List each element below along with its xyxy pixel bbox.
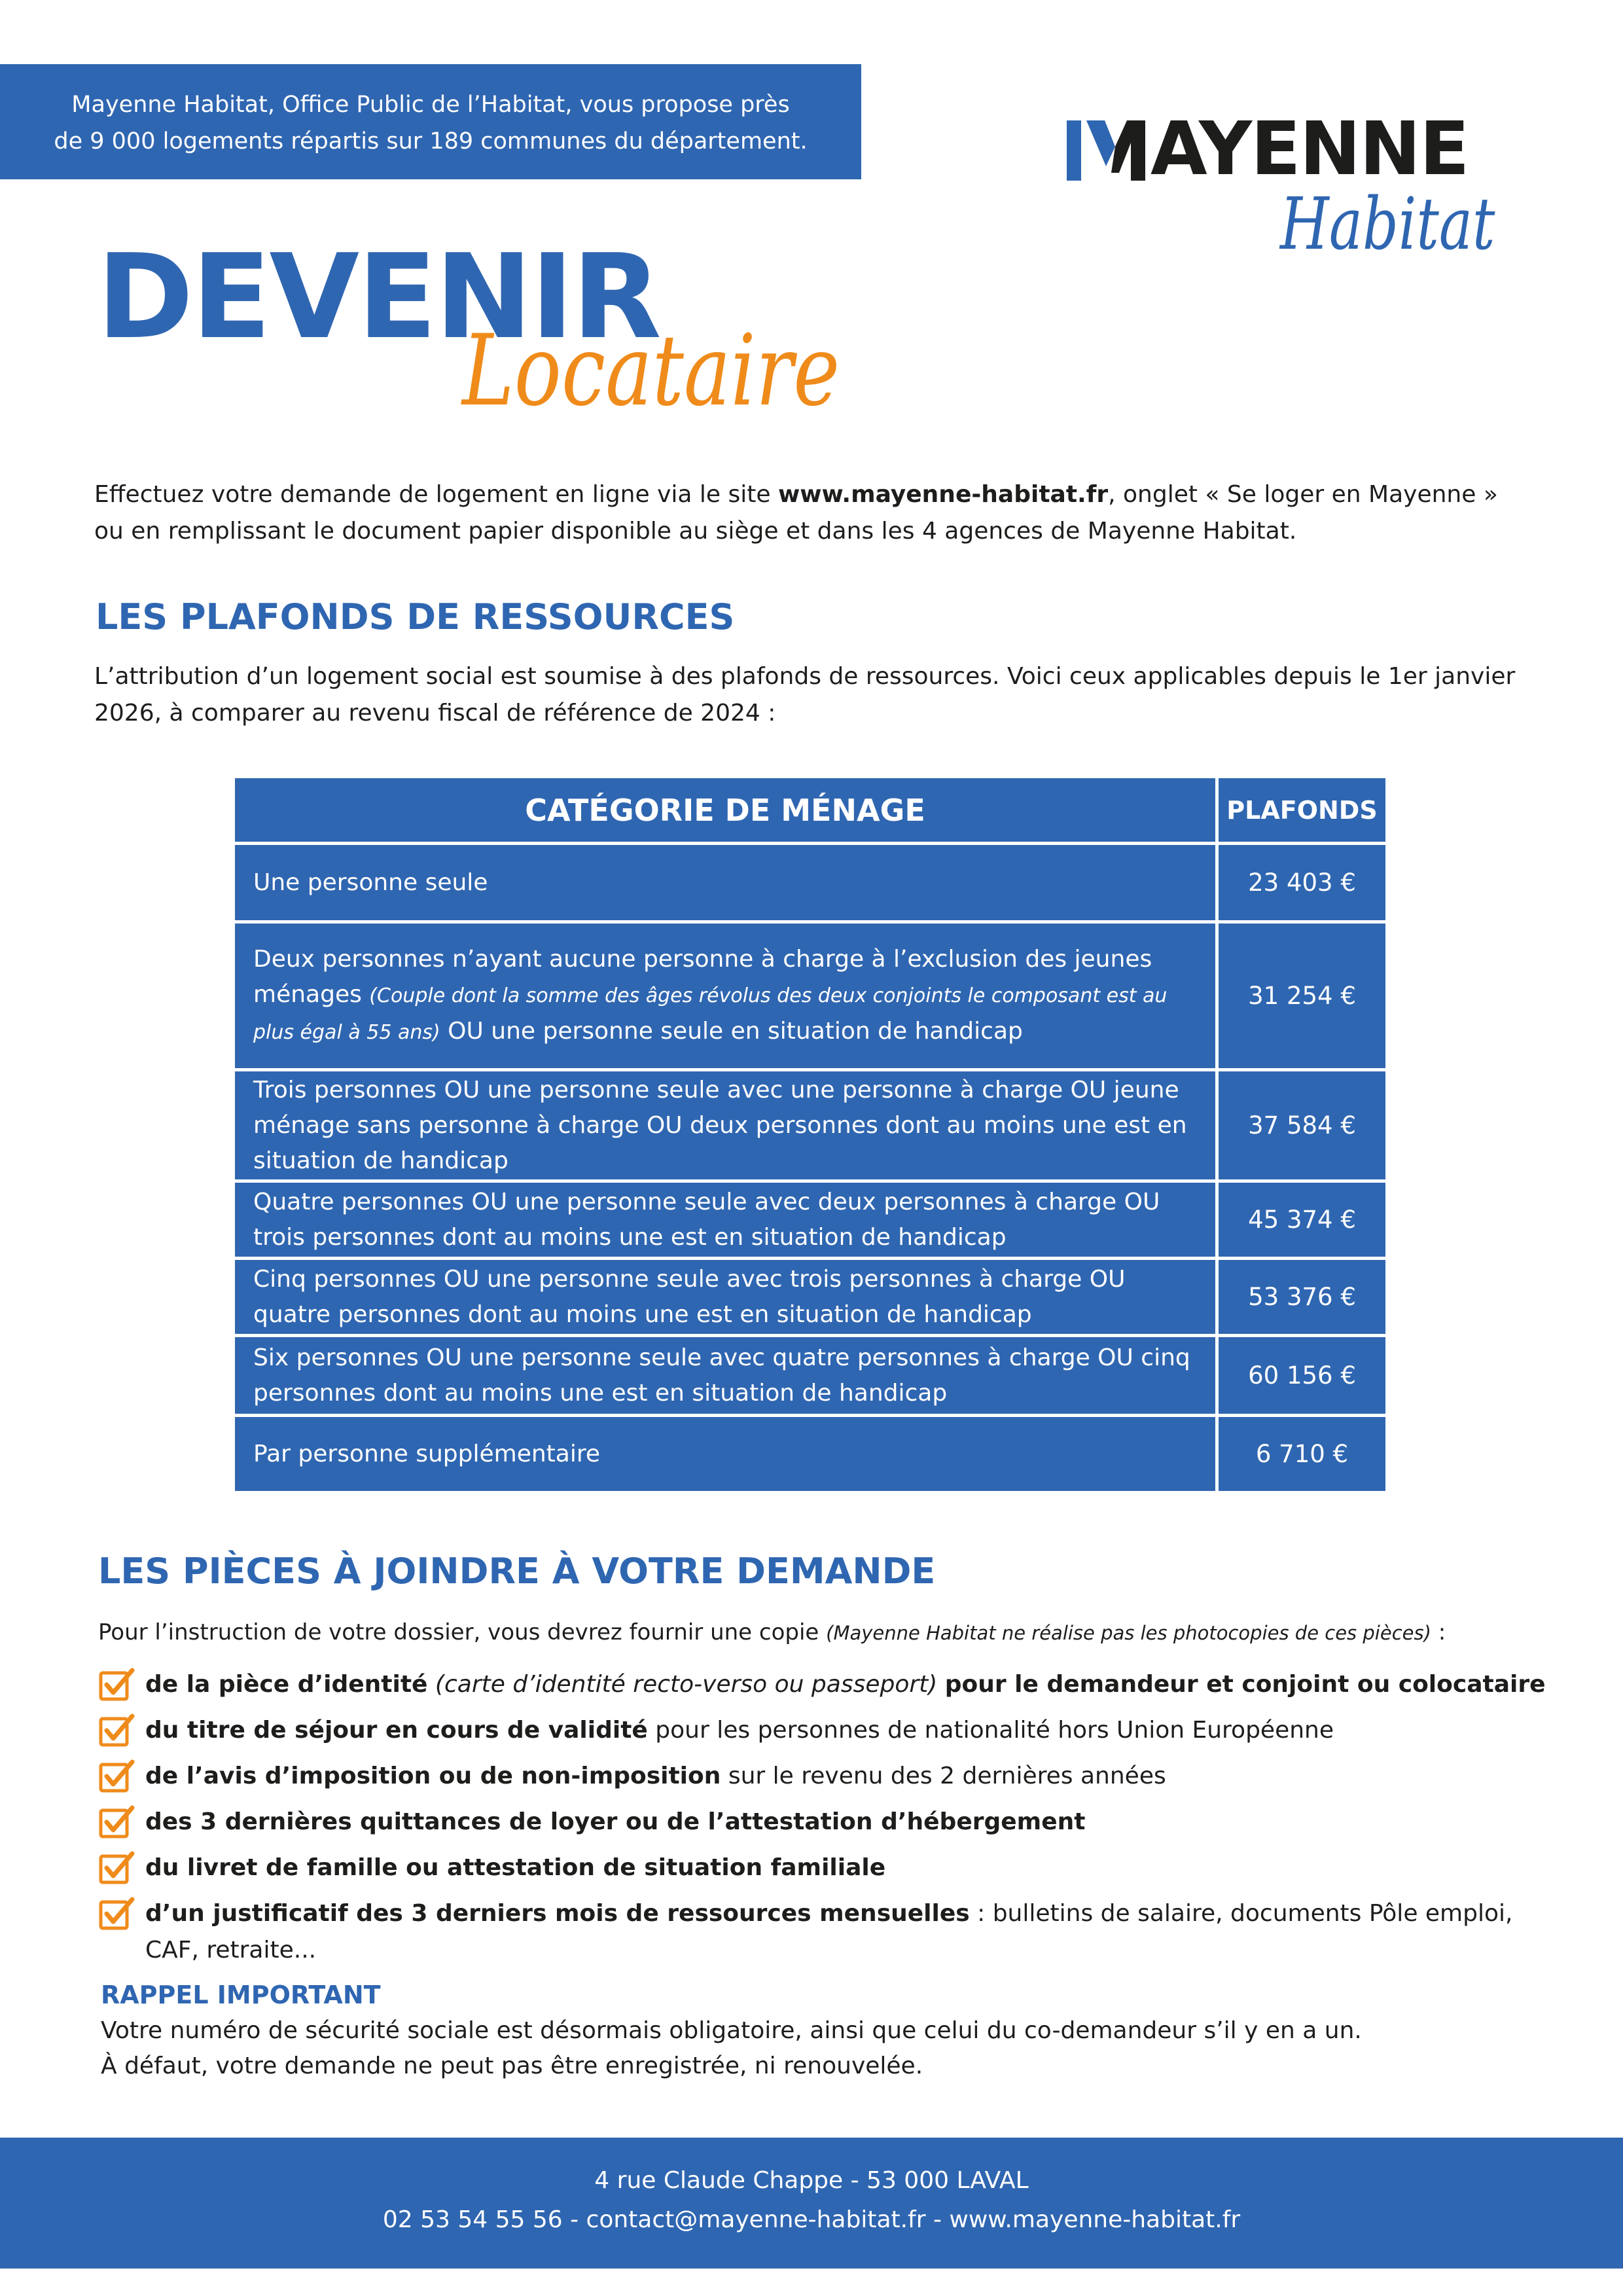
logo-m-icon xyxy=(1067,120,1145,181)
title-locataire: Locataire xyxy=(462,314,840,428)
list-item xyxy=(98,1850,1558,1895)
row-category: Cinq personnes OU une personne seule avec trois personnes à charge OU quatre personnes dont au moins une est en situation de handicap xyxy=(234,1259,1217,1336)
row-category: Quatre personnes OU une personne seule avec deux personnes à charge OU trois personnes dont au moins une est en situation de handicap xyxy=(234,1181,1217,1259)
item-bold-2: pour le demandeur et conjoint ou colocataire xyxy=(944,1671,1546,1698)
footer-address: 4 rue Claude Chappe - 53 000 LAVAL xyxy=(594,2167,1029,2194)
column-header-plafonds: PLAFONDS xyxy=(1217,777,1387,844)
logo-habitat-text: Habitat xyxy=(1280,182,1495,266)
check-square-icon xyxy=(98,1758,135,1795)
item-rest: pour les personnes de nationalité hors Union Européenne xyxy=(647,1717,1334,1744)
row-value: 45 374 € xyxy=(1217,1181,1387,1259)
pieces-intro-note: (Mayenne Habitat ne réalise pas les photocopies de ces pièces) xyxy=(826,1622,1431,1644)
intro-paragraph xyxy=(94,476,1534,550)
table-row xyxy=(234,1336,1387,1416)
row-value: 6 710 € xyxy=(1217,1416,1387,1493)
check-square-icon xyxy=(98,1895,135,1932)
rappel-title: RAPPEL IMPORTANT xyxy=(101,1981,381,2009)
intro-text-2: , onglet « Se loger en Mayenne » ou en remplissant le document papier disponible au siège et dans les 4 agences de Mayenne Habitat. xyxy=(94,481,1498,545)
row-value: 60 156 € xyxy=(1217,1336,1387,1416)
pieces-intro-end: : xyxy=(1431,1619,1446,1645)
band-line-1: Mayenne Habitat, Office Public de l’Habitat, vous propose près xyxy=(71,92,790,118)
check-square-icon xyxy=(98,1850,135,1886)
check-square-icon xyxy=(98,1712,135,1749)
title-devenir: DEVENIR xyxy=(97,229,660,365)
table-row xyxy=(234,1259,1387,1336)
item-italic: (carte d’identité recto-verso ou passeport) xyxy=(427,1671,945,1698)
logo-word-text: AYENNE xyxy=(1150,107,1469,192)
row-value: 31 254 € xyxy=(1217,922,1387,1070)
intro-text-1: Effectuez votre demande de logement en ligne via le site xyxy=(94,481,778,508)
list-item xyxy=(98,1712,1558,1758)
table-row xyxy=(234,1416,1387,1493)
row-category: Une personne seule xyxy=(234,844,1217,922)
item-rest: sur le revenu des 2 dernières années xyxy=(721,1763,1166,1789)
footer-contact[interactable]: 02 53 54 55 56 - contact@mayenne-habitat.fr - www.mayenne-habitat.fr xyxy=(382,2206,1241,2233)
pieces-list xyxy=(98,1666,1558,1964)
rappel-line-1: Votre numéro de sécurité sociale est désormais obligatoire, ainsi que celui du co-demandeur s’il y en a un. xyxy=(101,2017,1362,2044)
heading-pieces: LES PIÈCES À JOINDRE À VOTRE DEMANDE xyxy=(98,1551,936,1592)
table-row xyxy=(234,922,1387,1070)
item-bold: des 3 dernières quittances de loyer ou de l’attestation d’hébergement xyxy=(145,1808,1086,1835)
row-category xyxy=(234,922,1217,1070)
pieces-intro xyxy=(98,1614,1590,1651)
list-item xyxy=(98,1895,1558,1964)
row-category-text: OU une personne seule en situation de handicap xyxy=(440,1017,1023,1045)
footer xyxy=(0,2138,1623,2269)
item-bold: de la pièce d’identité xyxy=(145,1671,428,1698)
pieces-intro-text: Pour l’instruction de votre dossier, vous devrez fournir une copie xyxy=(98,1619,827,1645)
table-row xyxy=(234,844,1387,922)
row-value: 23 403 € xyxy=(1217,844,1387,922)
check-square-icon xyxy=(98,1804,135,1840)
row-category-note: (Couple dont la somme des âges révolus des deux conjoints le composant est au plus égal à 55 ans) xyxy=(253,984,1168,1044)
rappel-line-2: À défaut, votre demande ne peut pas être enregistrée, ni renouvelée. xyxy=(101,2053,923,2079)
item-bold: du livret de famille ou attestation de situation familiale xyxy=(145,1854,886,1881)
intro-website-link[interactable]: www.mayenne-habitat.fr xyxy=(777,481,1109,508)
row-value: 53 376 € xyxy=(1217,1259,1387,1336)
rappel-text xyxy=(101,2013,1541,2084)
logo-wordmark xyxy=(1067,107,1469,192)
item-bold: du titre de séjour en cours de validité xyxy=(145,1717,648,1744)
list-item xyxy=(98,1758,1558,1804)
row-value: 37 584 € xyxy=(1217,1070,1387,1181)
row-category: Par personne supplémentaire xyxy=(234,1416,1217,1493)
row-category-text: Deux personnes n’ayant aucune personne à charge à l’exclusion des jeunes ménages xyxy=(253,945,1152,1008)
heading-plafonds: LES PLAFONDS DE RESSOURCES xyxy=(96,596,735,637)
item-rest: : bulletins de salaire, documents Pôle emploi, CAF, retraite... xyxy=(145,1900,1513,1964)
check-square-icon xyxy=(98,1666,135,1703)
row-category: Trois personnes OU une personne seule avec une personne à charge OU jeune ménage sans personne à charge OU deux personnes dont au moins une est en situation de handicap xyxy=(234,1070,1217,1181)
item-bold: de l’avis d’imposition ou de non-imposition xyxy=(145,1763,721,1789)
table-header-row xyxy=(234,777,1387,844)
plafonds-table xyxy=(232,775,1389,1494)
table-row xyxy=(234,1070,1387,1181)
column-header-category: CATÉGORIE DE MÉNAGE xyxy=(234,777,1217,844)
row-category: Six personnes OU une personne seule avec quatre personnes à charge OU cinq personnes dont au moins une est en situation de handicap xyxy=(234,1336,1217,1416)
item-bold: d’un justificatif des 3 derniers mois de ressources mensuelles xyxy=(145,1900,970,1927)
plafonds-paragraph: L’attribution d’un logement social est soumise à des plafonds de ressources. Voici ceux applicables depuis le 1er janvier 2026, à comparer au revenu fiscal de référence de 2024 : xyxy=(94,663,1516,726)
table-row xyxy=(234,1181,1387,1259)
intro-band xyxy=(0,64,861,179)
list-item xyxy=(98,1666,1558,1712)
band-line-2: de 9 000 logements répartis sur 189 communes du département. xyxy=(54,128,808,154)
list-item xyxy=(98,1804,1558,1850)
mayenne-habitat-logo xyxy=(1067,107,1499,287)
